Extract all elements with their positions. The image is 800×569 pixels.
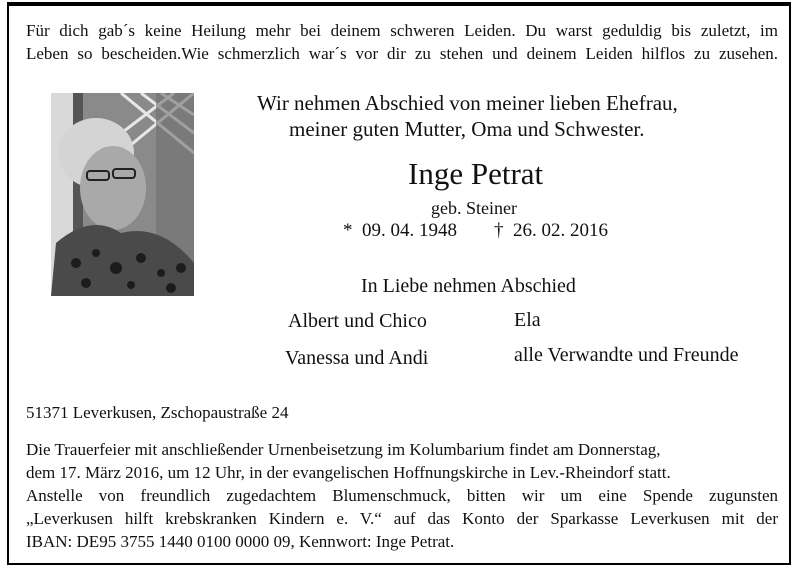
maiden-name: geb. Steiner — [431, 198, 517, 218]
deceased-name: Inge Petrat — [408, 156, 544, 191]
birth-date: * 09. 04. 1948 — [343, 220, 457, 241]
ceremony-line-2: dem 17. März 2016, um 12 Uhr, in der evangelischen Hoffnungskirche in Lev.-Rheindorf statt. — [26, 463, 671, 482]
poem-line-2: Leben so bescheiden.Wie schmerzlich war´s vor dir zu stehen und deinem Leiden hilflos zu zusehen. — [26, 44, 778, 63]
donation-line-3: IBAN: DE95 3755 1440 0100 0000 09, Kennwort: Inge Petrat. — [26, 532, 455, 551]
mourner-left-2: Vanessa und Andi — [285, 347, 429, 369]
mourners-heading: In Liebe nehmen Abschied — [361, 275, 576, 297]
address: 51371 Leverkusen, Zschopaustraße 24 — [26, 403, 289, 422]
ceremony-line-1: Die Trauerfeier mit anschließender Urnenbeisetzung im Kolumbarium findet am Donnerstag, — [26, 440, 661, 459]
portrait-photo — [51, 93, 194, 296]
intro-line-2: meiner guten Mutter, Oma und Schwester. — [289, 117, 645, 141]
poem-line-1: Für dich gab´s keine Heilung mehr bei deinem schweren Leiden. Du warst geduldig bis zuletzt, im — [26, 21, 778, 40]
donation-line-1: Anstelle von freundlich zugedachtem Blumenschmuck, bitten wir um eine Spende zugunsten — [26, 486, 778, 505]
donation-line-2: „Leverkusen hilft krebskranken Kindern e. V.“ auf das Konto der Sparkasse Leverkusen mit der — [26, 509, 778, 528]
intro-line-1: Wir nehmen Abschied von meiner lieben Ehefrau, — [257, 91, 678, 115]
death-date: † 26. 02. 2016 — [494, 220, 608, 241]
mourner-right-2: alle Verwandte und Freunde — [514, 344, 739, 366]
mourner-left-1: Albert und Chico — [288, 310, 427, 332]
mourner-right-1: Ela — [514, 309, 541, 331]
